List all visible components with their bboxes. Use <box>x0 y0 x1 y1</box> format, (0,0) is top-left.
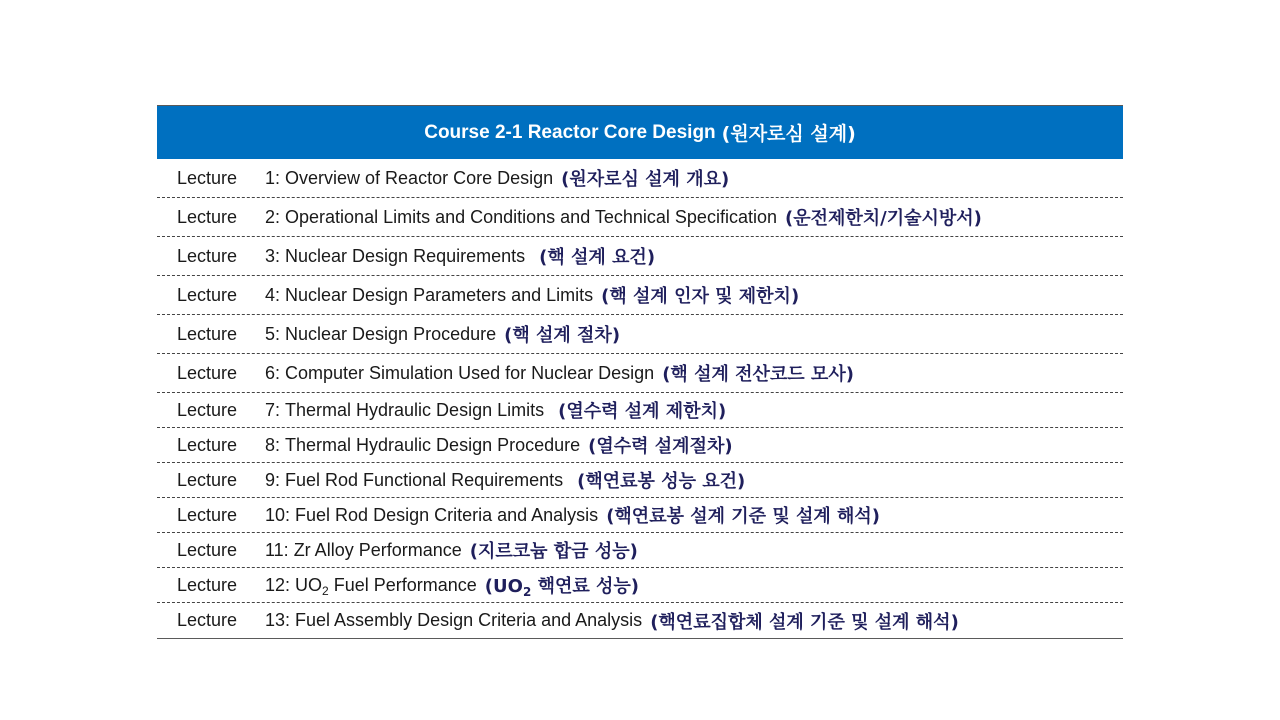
lecture-word: Lecture <box>177 167 238 188</box>
lecture-title: Thermal Hydraulic Design Limits <box>285 399 545 420</box>
course-header <box>157 106 1123 159</box>
lecture-title: Nuclear Design Parameters and Limits <box>285 284 594 305</box>
lecture-number: 3: <box>265 245 281 266</box>
lecture-number: 8: <box>265 434 281 455</box>
lecture-number: 10: <box>265 504 291 525</box>
lecture-row-1 <box>157 159 1123 198</box>
lecture-number: 5: <box>265 323 281 344</box>
lecture-title-part: UO <box>295 574 323 595</box>
lecture-title: Nuclear Design Procedure <box>285 323 497 344</box>
lecture-title: Nuclear Design Requirements <box>285 245 526 266</box>
course-title-korean: (원자로심 설계) <box>721 123 856 145</box>
lecture-number: 12: <box>265 574 291 595</box>
lecture-title-korean <box>485 572 639 598</box>
lecture-number: 1: <box>265 167 281 188</box>
lecture-title-korean: (핵연료봉 성능 요건) <box>577 471 746 492</box>
lecture-row-11 <box>157 533 1123 568</box>
lecture-row-7 <box>157 393 1123 428</box>
lecture-word: Lecture <box>177 245 238 266</box>
lecture-title: Computer Simulation Used for Nuclear Design <box>285 362 655 383</box>
lecture-title: Fuel Rod Design Criteria and Analysis <box>295 504 599 525</box>
lecture-word: Lecture <box>177 284 238 305</box>
lecture-word: Lecture <box>177 539 238 560</box>
lecture-title-korean-part: 핵연료 성능) <box>531 576 639 597</box>
subscript: 2 <box>322 583 329 598</box>
lecture-title-korean: (열수력 설계 제한치) <box>558 401 727 422</box>
lecture-row-2 <box>157 198 1123 237</box>
subscript: 2 <box>522 585 532 599</box>
lecture-title-korean-part: (UO <box>484 576 523 597</box>
lecture-number: 6: <box>265 362 281 383</box>
lecture-row-12 <box>157 568 1123 603</box>
lecture-row-5 <box>157 315 1123 354</box>
lecture-title-korean: (핵 설계 전산코드 모사) <box>662 364 854 385</box>
lecture-number: 13: <box>265 610 291 630</box>
lecture-title-korean: (핵 설계 인자 및 제한치) <box>601 286 800 307</box>
lecture-number: 7: <box>265 399 281 420</box>
lecture-row-3 <box>157 237 1123 276</box>
lecture-row-10 <box>157 498 1123 533</box>
lecture-word: Lecture <box>177 434 238 455</box>
lecture-number: 11: <box>265 539 289 560</box>
lecture-row-9 <box>157 463 1123 498</box>
lecture-title: Fuel Assembly Design Criteria and Analysis <box>295 610 643 630</box>
lecture-row-8 <box>157 428 1123 463</box>
lecture-word: Lecture <box>177 206 238 227</box>
lecture-title-korean: (핵연료봉 설계 기준 및 설계 해석) <box>606 506 881 527</box>
lecture-title-korean: (열수력 설계절차) <box>588 436 733 457</box>
lecture-word: Lecture <box>177 469 238 490</box>
lecture-title-korean: (핵연료집합체 설계 기준 및 설계 해석) <box>650 611 959 633</box>
lecture-title: Thermal Hydraulic Design Procedure <box>285 434 581 455</box>
lecture-title: Operational Limits and Conditions and Technical Specification <box>285 206 777 227</box>
lecture-title-korean: (원자로심 설계 개요) <box>561 169 730 190</box>
lecture-title: Fuel Rod Functional Requirements <box>285 469 564 490</box>
lecture-title <box>295 575 477 596</box>
lecture-number: 4: <box>265 284 281 305</box>
lecture-title-korean: (핵 설계 요건) <box>539 247 656 268</box>
course-table <box>157 105 1123 639</box>
lecture-word: Lecture <box>177 574 238 595</box>
lecture-title: Overview of Reactor Core Design <box>285 167 554 188</box>
lecture-title-korean: (지르코늄 합금 성능) <box>469 541 638 562</box>
lecture-row-13 <box>157 603 1123 638</box>
lecture-number: 2: <box>265 206 281 227</box>
lecture-row-4 <box>157 276 1123 315</box>
lecture-word: Lecture <box>177 504 238 525</box>
lecture-title-part: Fuel Performance <box>328 574 477 595</box>
lecture-word: Lecture <box>177 399 238 420</box>
lecture-title: Zr Alloy Performance <box>293 539 462 560</box>
lecture-title-korean: (운전제한치/기술시방서) <box>784 208 982 229</box>
lecture-row-6 <box>157 354 1123 393</box>
lecture-word: Lecture <box>177 323 238 344</box>
lecture-word: Lecture <box>177 362 238 383</box>
course-title: Course 2-1 Reactor Core Design <box>424 121 716 143</box>
lecture-title-korean: (핵 설계 절차) <box>504 325 621 346</box>
lecture-number: 9: <box>265 469 281 490</box>
lecture-word: Lecture <box>177 610 238 630</box>
